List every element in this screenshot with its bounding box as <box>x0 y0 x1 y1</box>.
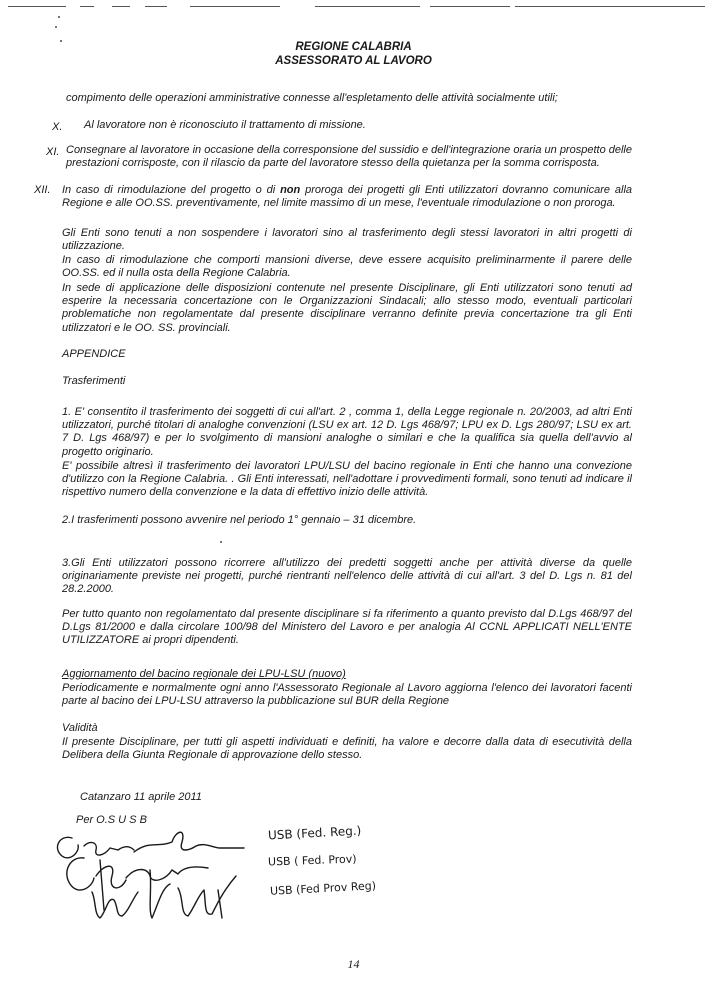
item-number-x: X. <box>52 121 63 133</box>
item-number-xi: XI. <box>46 146 60 158</box>
paragraph-enti-tenuti: Gli Enti sono tenuti a non sospendere i lavoratori sino al trasferimento degli stessi lavoratori in altri progetti di utilizzazione. <box>62 227 632 253</box>
signature-1 <box>57 832 244 858</box>
appendice-paragraph-1: 1. E' consentito il trasferimento dei soggetti di cui all'art. 2 , comma 1, della Legge regionale n. 20/2003, ad altri Enti utilizzatori, purché titolari di analoghe convenzioni (LSU ex art. 12 D. Lgs 468/97; LPU ex D. Lgs 280/97; LSU ex art. 7 D. Lgs 468/97) e per lo svolgimento di mansioni analoghe o similari e che la qualifica sia quella dell'avvio al progetto originario. <box>62 406 632 458</box>
header-region: REGIONE CALABRIA <box>295 41 412 53</box>
paragraph-4-tail: APPLICATI NELL'ENTE UTILIZZATORE ai propri dipendenti. <box>62 621 632 647</box>
appendice-paragraph-1b: E' possibile altresì il trasferimento dei lavoratori LPU/LSU del bacino regionale in Enti che hanno una convezione d'utilizzo con la Regione Calabria. . Gli Enti interessati, nell'adottare i provvedimenti formali, sono tenuti ad indicare il rispettivo numero della convenzione e la data di effettivo inizio delle attività. <box>62 460 632 499</box>
signature-2 <box>67 858 208 910</box>
paragraph-4-text: Per tutto quanto non regolamentato dal presente disciplinare si fa riferimento a quanto previsto dal D.Lgs 468/97 del D.Lgs 81/2000 e dalla circolare 100/98 del Ministero del Lavoro e per analogia Al CCNL <box>62 608 632 634</box>
aggiornamento-title: Aggiornamento del bacino regionale dei LPU-LSU (nuovo) <box>62 668 346 680</box>
validita-text: Il presente Disciplinare, per tutti gli aspetti individuati e definiti, ha valore e decorre dalla data di esecutività della Delibera della Giunta Regionale di approvazione dello stesso. <box>62 736 632 762</box>
handwritten-usb-2: USB ( Fed. Prov) <box>267 852 357 869</box>
appendice-paragraph-2: 2.I trasferimenti possono avvenire nel periodo 1° gennaio – 31 dicembre. <box>62 514 417 526</box>
item-number-xii: XII. <box>34 184 51 196</box>
closing-place-date: Catanzaro 11 aprile 2011 <box>80 791 202 803</box>
appendice-title: APPENDICE <box>62 348 126 360</box>
paragraph-sede: In sede di applicazione delle disposizioni contenute nel presente Disciplinare, gli Enti utilizzatori sono tenuti ad esperire la necessaria concertazione con le Organizzazioni Sindacali; allo stesso modo, eventuali particolari problematiche non regolamentate dal presente disciplinare verranno definite previa concertazione tra gli Enti utilizzatori e le OO. SS. provinciali. <box>62 282 632 334</box>
aggiornamento-text: Periodicamente e normalmente ogni anno l'Assessorato Regionale al Lavoro aggiorna l'elenco dei lavoratori facenti parte al bacino dei LPU-LSU attraverso la pubblicazione sul BUR della Regione <box>62 682 632 708</box>
closing-per-os: Per O.S U S B <box>76 814 147 826</box>
appendice-paragraph-3: 3.Gli Enti utilizzatori possono ricorrere all'utilizzo dei predetti soggetti anche per attività diverse da quelle originariamente previste nei progetti, purché rientranti nell'elenco delle attività di cui all'art. 3 del D. Lgs n. 81 del 28.2.2000. <box>62 557 632 596</box>
item-xii-bold-non: non <box>280 184 301 196</box>
intro-line: compimento delle operazioni amministrative connesse all'espletamento delle attività socialmente utili; <box>66 92 558 104</box>
item-xii-part-2: proroga dei progetti gli Enti utilizzatori dovranno comunicare alla Regione e alle OO.SS. preventivamente, nel limite massimo di un mese, l'eventuale rimodulazione o non proroga. <box>62 184 632 210</box>
validita-title: Validità <box>62 722 98 734</box>
handwritten-usb-1: USB (Fed. Reg.) <box>267 823 362 843</box>
item-xii-part-1: In caso di rimodulazione del progetto o di <box>62 184 281 196</box>
item-text-x: Al lavoratore non è riconosciuto il trattamento di missione. <box>84 119 366 131</box>
item-text-xi: Consegnare al lavoratore in occasione della corresponsione del sussidio e dell'integrazione oraria un prospetto delle prestazioni corrisposte, con il rilascio da parte del lavoratore stesso della quietanza per la somma corrisposta. <box>66 144 632 170</box>
handwritten-usb-3: USB (Fed Prov Reg) <box>269 879 377 898</box>
paragraph-mansioni: In caso di rimodulazione che comporti mansioni diverse, deve essere acquisito preliminarmente il parere delle OO.SS. ed il nulla osta della Regione Calabria. <box>62 254 632 280</box>
trasferimenti-title: Trasferimenti <box>62 375 126 387</box>
page-number: 14 <box>347 957 360 971</box>
header-assessorato: ASSESSORATO AL LAVORO <box>275 55 432 67</box>
